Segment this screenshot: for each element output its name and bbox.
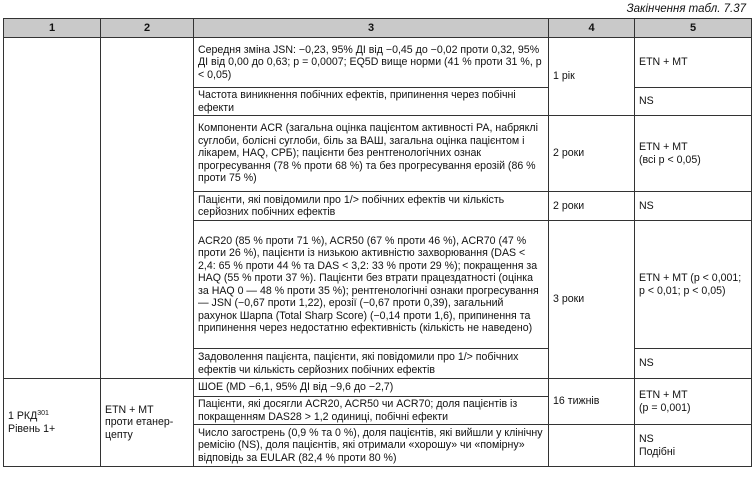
- result-line: Подібні: [639, 445, 676, 458]
- empty-comparison-cell: [101, 38, 194, 379]
- comparison-line: проти етанер-: [105, 416, 174, 429]
- study-cell: [4, 379, 101, 467]
- result-cell: [635, 425, 752, 467]
- col-header-2: 2: [101, 19, 194, 38]
- outcome-cell: Задоволення пацієнта, пацієнти, які повідомили про 1/> побічних ефектів чи кількість серйозних побічних ефектів: [194, 349, 549, 379]
- empty-duration-cell: [549, 425, 635, 467]
- result-cell: [635, 379, 752, 425]
- outcome-cell: ACR20 (85 % проти 71 %), ACR50 (67 % проти 46 %), ACR70 (47 % проти 26 %), пацієнти із низькою активністю захворювання (DAS < 2,4: 65 % проти 44 % та DAS < 3,2: 33 % проти 29 %); покращення за HAQ (55 % проти 37 %). Пацієнти без втрати працездатності (оцінка за HAQ 0 — 48 % проти 35 %); рентгенологічні ознаки прогресування — JSN (−0,67 проти 1,22), ерозії (−0,67 проти 0,39), загальний рахунок Шарпа (Total Sharp Score) (−0,14 проти 1,6), припинення та припинення через недостатню ефективність (кількість не наведено): [194, 221, 549, 349]
- outcome-cell: Пацієнти, які повідомили про 1/> побічних ефектів чи кількість серйозних побічних ефектів: [194, 192, 549, 221]
- result-cell: [635, 116, 752, 192]
- col-header-4: 4: [549, 19, 635, 38]
- table-caption: Закінчення табл. 7.37: [626, 3, 746, 15]
- duration-cell: 16 тижнів: [549, 379, 635, 425]
- duration-cell: 2 роки: [549, 116, 635, 192]
- reference-superscript: 301: [37, 410, 49, 417]
- comparison-cell: [101, 379, 194, 467]
- outcome-cell: Частота виникнення побічних ефектів, припинення через побічні ефекти: [194, 88, 549, 116]
- result-cell: ETN + MT: [635, 38, 752, 88]
- result-cell: NS: [635, 192, 752, 221]
- result-cell: NS: [635, 349, 752, 379]
- result-line: ETN + MT: [639, 389, 688, 401]
- comparison-line: цепту: [105, 428, 133, 441]
- result-cell: NS: [635, 88, 752, 116]
- result-cell: ETN + MT (p < 0,001; p < 0,01; p < 0,05): [635, 221, 752, 349]
- outcome-cell: Число загострень (0,9 % та 0 %), доля пацієнтів, які вийшли у клінічну ремісію (NS), доля пацієнтів, які отримали «хорошу» чи «помірну» відповідь за EULAR (82,4 % проти 80 %): [194, 425, 549, 467]
- table-row: [4, 379, 752, 397]
- duration-cell: 3 роки: [549, 221, 635, 379]
- outcome-cell: Середня зміна JSN: −0,23, 95% ДІ від −0,45 до −0,02 проти 0,32, 95% ДІ від 0,00 до 0,63; p = 0,0007; EQ5D вище норми (41 % проти 31 %, p < 0,05): [194, 38, 549, 88]
- result-line: ETN + MT: [639, 141, 688, 153]
- col-header-1: 1: [4, 19, 101, 38]
- col-header-3: 3: [194, 19, 549, 38]
- header-row: [4, 19, 752, 38]
- table-row: [4, 38, 752, 88]
- empty-study-cell: [4, 38, 101, 379]
- outcome-cell: Пацієнти, які досягли ACR20, ACR50 чи ACR70; доля пацієнтів із покращенням DAS28 > 1,2 одиниці, побічні ефекти: [194, 397, 549, 425]
- evidence-level: Рівень 1+: [8, 422, 56, 435]
- col-header-5: 5: [635, 19, 752, 38]
- outcome-cell: ШОЕ (MD −6,1, 95% ДІ від −9,6 до −2,7): [194, 379, 549, 397]
- duration-cell: 1 рік: [549, 38, 635, 116]
- comparison-line: ETN + MT: [105, 403, 154, 416]
- duration-cell: 2 роки: [549, 192, 635, 221]
- study-results-table: [3, 18, 752, 467]
- result-line: NS: [639, 433, 654, 445]
- outcome-cell: Компоненти ACR (загальна оцінка пацієнтом активності РА, набряклі суглоби, болісні суглоби, біль за ВАШ, загальна оцінка пацієнтом і лікарем, HAQ, СРБ); пацієнти без рентгенологічних ознак прогресування (78 % проти 68 %) та без прогресування ерозій (86 % проти 75 %): [194, 116, 549, 192]
- result-line: (p = 0,001): [639, 401, 691, 414]
- study-label: 1 РКД: [8, 410, 38, 422]
- result-line: (всі p < 0,05): [639, 153, 701, 166]
